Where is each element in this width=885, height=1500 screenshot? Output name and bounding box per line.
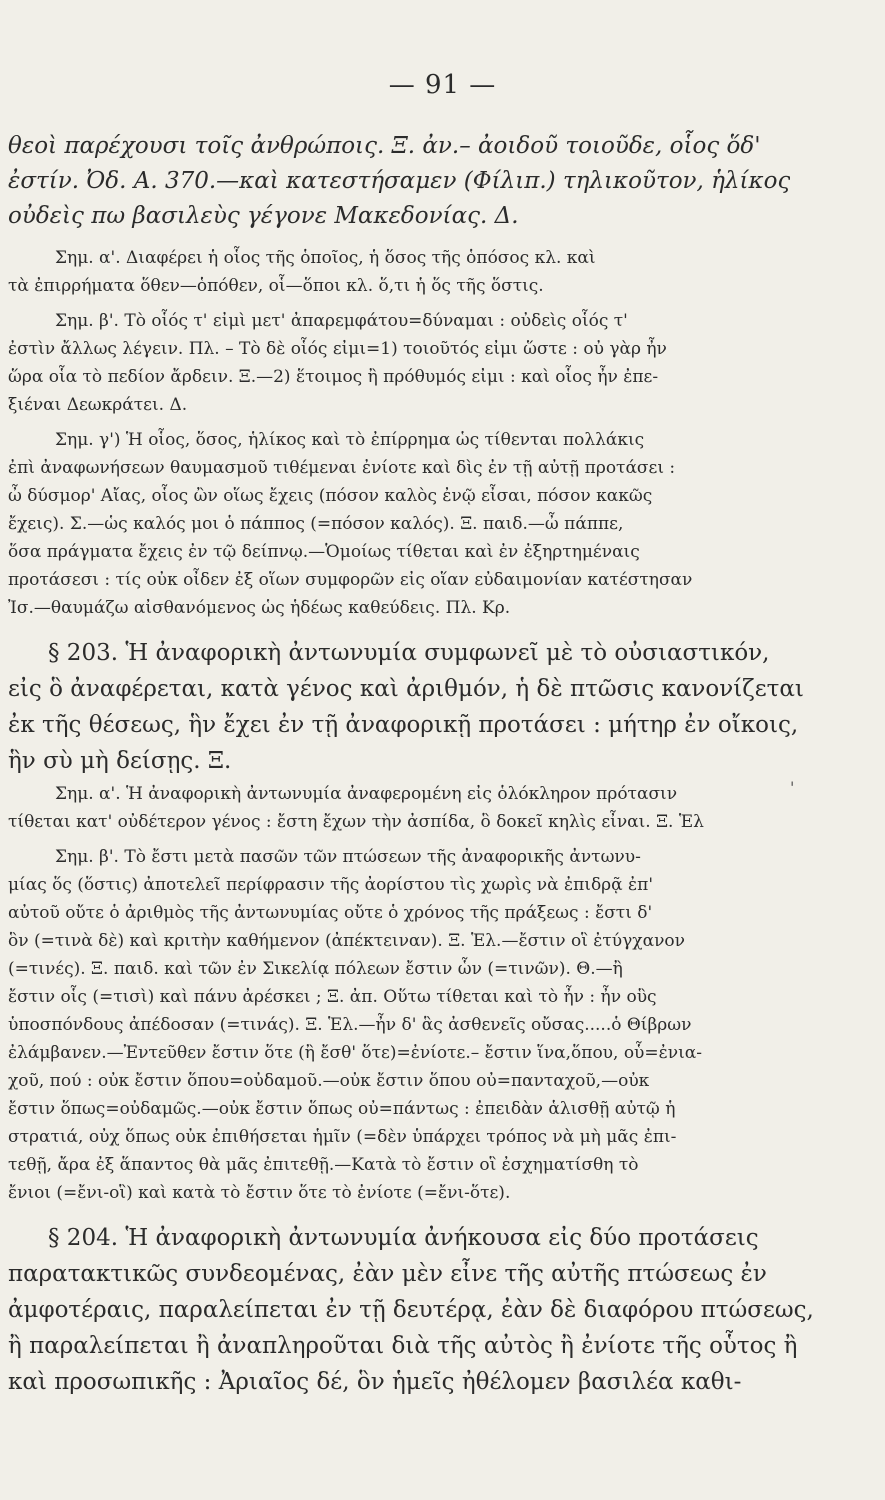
note-line: ἔχεις). Σ.—ὡς καλός μοι ὁ πάππος (=πόσον καλός). Ξ. παιδ.—ὦ πάππε, [8, 514, 624, 534]
note-line: προτάσεσι : τίς οὐκ οἶδεν ἐξ οἵων συμφορῶν εἰς οἵαν εὐδαιμονίαν κατέστησαν [8, 570, 693, 590]
section-line: ἢ παραλείπεται ἢ ἀναπληροῦται διὰ τῆς αὐτὸς ἢ ἐνίοτε τῆς οὗτος ἢ [8, 1333, 798, 1359]
note-line: ἐλάμβανεν.—Ἐντεῦθεν ἔστιν ὅτε (ἢ ἔσθ' ὅτε)=ἐνίοτε.– ἔστιν ἵνα,ὅπου, οὗ=ἐνια- [8, 1043, 702, 1063]
note-line: τεθῇ, ἄρα ἐξ ἅπαντος θὰ μᾶς ἐπιτεθῇ.—Κατὰ τὸ ἔστιν οἳ ἐσχηματίσθη τὸ [8, 1155, 639, 1175]
section-line: ἐκ τῆς θέσεως, ἣν ἔχει ἐν τῇ ἀναφορικῇ προτάσει : μήτηρ ἐν οἴκοις, [8, 712, 799, 738]
note-line: ὅσα πράγματα ἔχεις ἐν τῷ δείπνῳ.—Ὁμοίως τίθεται καὶ ἐν ἐξηρτημέναις [8, 542, 640, 562]
section-line: § 203. Ἡ ἀναφορικὴ ἀντωνυμία συμφωνεῖ μὲ τὸ οὐσιαστικόν, [48, 640, 770, 666]
text-line: θεοὶ παρέχουσι τοῖς ἀνθρώποις. Ξ. ἀν.– ἀοιδοῦ τοιοῦδε, οἷος ὅδ' [8, 133, 761, 159]
note-line: τίθεται κατ' οὐδέτερον γένος : ἔστη ἔχων τὴν ἀσπίδα, ὃ δοκεῖ κηλὶς εἶναι. Ξ. Ἑλ [8, 812, 704, 832]
note-line: χοῦ, πού : οὐκ ἔστιν ὅπου=οὐδαμοῦ.—οὐκ ἔστιν ὅπου οὐ=πανταχοῦ,—οὐκ [8, 1071, 650, 1091]
note-line: ξιέναι Δεωκράτει. Δ. [8, 395, 188, 415]
note-line: Ἰσ.—θαυμάζω αἰσθανόμενος ὡς ἡδέως καθεύδεις. Πλ. Κρ. [8, 598, 511, 618]
section-line: παρατακτικῶς συνδεομένας, ἐὰν μὲν εἶνε τῆς αὐτῆς πτώσεως ἐν [8, 1261, 767, 1287]
section-line: ἣν σὺ μὴ δείσῃς. Ξ. [8, 748, 232, 774]
note-line: Σημ. β'. Τὸ οἷός τ' εἰμὶ μετ' ἀπαρεμφάτου=δύναμαι : οὐδεὶς οἷός τ' [55, 311, 628, 331]
note-line: ἔστιν ὅπως=οὐδαμῶς.—οὐκ ἔστιν ὅπως οὐ=πάντως : ἐπειδὰν ἁλισθῇ αὐτῷ ἡ [8, 1099, 676, 1119]
note-line: ὑποσπόνδους ἀπέδοσαν (=τινάς). Ξ. Ἑλ.—ἦν δ' ἃς ἀσθενεῖς οὔσας.....ὁ Θίβρων [8, 1015, 692, 1035]
page-number: — 91 — [388, 70, 497, 100]
note-line: αὐτοῦ οὔτε ὁ ἀριθμὸς τῆς ἀντωνυμίας οὔτε ὁ χρόνος τῆς πράξεως : ἔστι δ' [8, 903, 653, 923]
margin-mark: ' [790, 778, 795, 797]
note-line: Σημ. α'. Ἡ ἀναφορικὴ ἀντωνυμία ἀναφερομένη εἰς ὁλόκληρον πρότασιν [55, 784, 678, 804]
note-line: ἔστιν οἷς (=τισὶ) καὶ πάνυ ἀρέσκει ; Ξ. ἀπ. Οὕτω τίθεται καὶ τὸ ἦν : ἦν οὓς [8, 987, 657, 1007]
note-line: Σημ. γ') Ἡ οἷος, ὅσος, ἡλίκος καὶ τὸ ἐπίρρημα ὡς τίθενται πολλάκις [55, 430, 645, 450]
note-line: ἐπὶ ἀναφωνήσεων θαυμασμοῦ τιθέμεναι ἐνίοτε καὶ δὶς ἐν τῇ αὐτῇ προτάσει : [8, 458, 676, 478]
note-line: ἐστὶν ἄλλως λέγειν. Πλ. – Τὸ δὲ οἷός εἰμι=1) τοιοῦτός εἰμι ὥστε : οὐ γὰρ ἦν [8, 339, 667, 359]
section-line: καὶ προσωπικῆς : Ἀριαῖος δέ, ὃν ἡμεῖς ἠθέλομεν βασιλέα καθι- [8, 1369, 742, 1395]
note-line: Σημ. α'. Διαφέρει ἡ οἷος τῆς ὁποῖος, ἡ ὅσος τῆς ὁπόσος κλ. καὶ [55, 248, 596, 268]
note-line: στρατιά, οὐχ ὅπως οὐκ ἐπιθήσεται ἡμῖν (=δὲν ὑπάρχει τρόπος νὰ μὴ μᾶς ἐπι- [8, 1127, 677, 1147]
note-line: ὃν (=τινὰ δὲ) καὶ κριτὴν καθήμενον (ἀπέκτειναν). Ξ. Ἑλ.—ἔστιν οἳ ἐτύγχανον [8, 931, 685, 951]
section-line: εἰς ὃ ἀναφέρεται, κατὰ γένος καὶ ἀριθμόν, ἡ δὲ πτῶσις κανονίζεται [8, 676, 804, 702]
section-line: ἀμφοτέραις, παραλείπεται ἐν τῇ δευτέρᾳ, ἐὰν δὲ διαφόρου πτώσεως, [8, 1297, 814, 1323]
note-line: μίας ὅς (ὅστις) ἀποτελεῖ περίφρασιν τῆς ἀορίστου τὶς χωρὶς νὰ ἐπιδρᾷ ἐπ' [8, 875, 654, 895]
note-line: ὥρα οἷα τὸ πεδίον ἄρδειν. Ξ.—2) ἕτοιμος ἢ πρόθυμός εἰμι : καὶ οἷος ἦν ἐπε- [8, 367, 659, 387]
note-line: τὰ ἐπιρρήματα ὅθεν—ὁπόθεν, οἷ—ὅποι κλ. ὅ,τι ἡ ὅς τῆς ὅστις. [8, 276, 544, 296]
note-line: (=τινές). Ξ. παιδ. καὶ τῶν ἐν Σικελίᾳ πόλεων ἔστιν ὧν (=τινῶν). Θ.—ἢ [8, 959, 623, 979]
text-line: ἐστίν. Ὀδ. Α. 370.—καὶ κατεστήσαμεν (Φίλιπ.) τηλικοῦτον, ἡλίκος [8, 168, 791, 194]
note-line: ὦ δύσμορ' Αἴας, οἷος ὢν οἵως ἔχεις (πόσον καλὸς ἐνῷ εἶσαι, πόσον κακῶς [8, 486, 653, 506]
note-line: Σημ. β'. Τὸ ἔστι μετὰ πασῶν τῶν πτώσεων τῆς ἀναφορικῆς ἀντωνυ- [55, 847, 641, 867]
note-line: ἔνιοι (=ἔνι-οἳ) καὶ κατὰ τὸ ἔστιν ὅτε τὸ ἐνίοτε (=ἔνι-ὅτε). [8, 1183, 511, 1203]
text-line: οὐδεὶς πω βασιλεὺς γέγονε Μακεδονίας. Δ. [8, 203, 519, 229]
section-line: § 204. Ἡ ἀναφορικὴ ἀντωνυμία ἀνήκουσα εἰς δύο προτάσεις [48, 1225, 759, 1251]
